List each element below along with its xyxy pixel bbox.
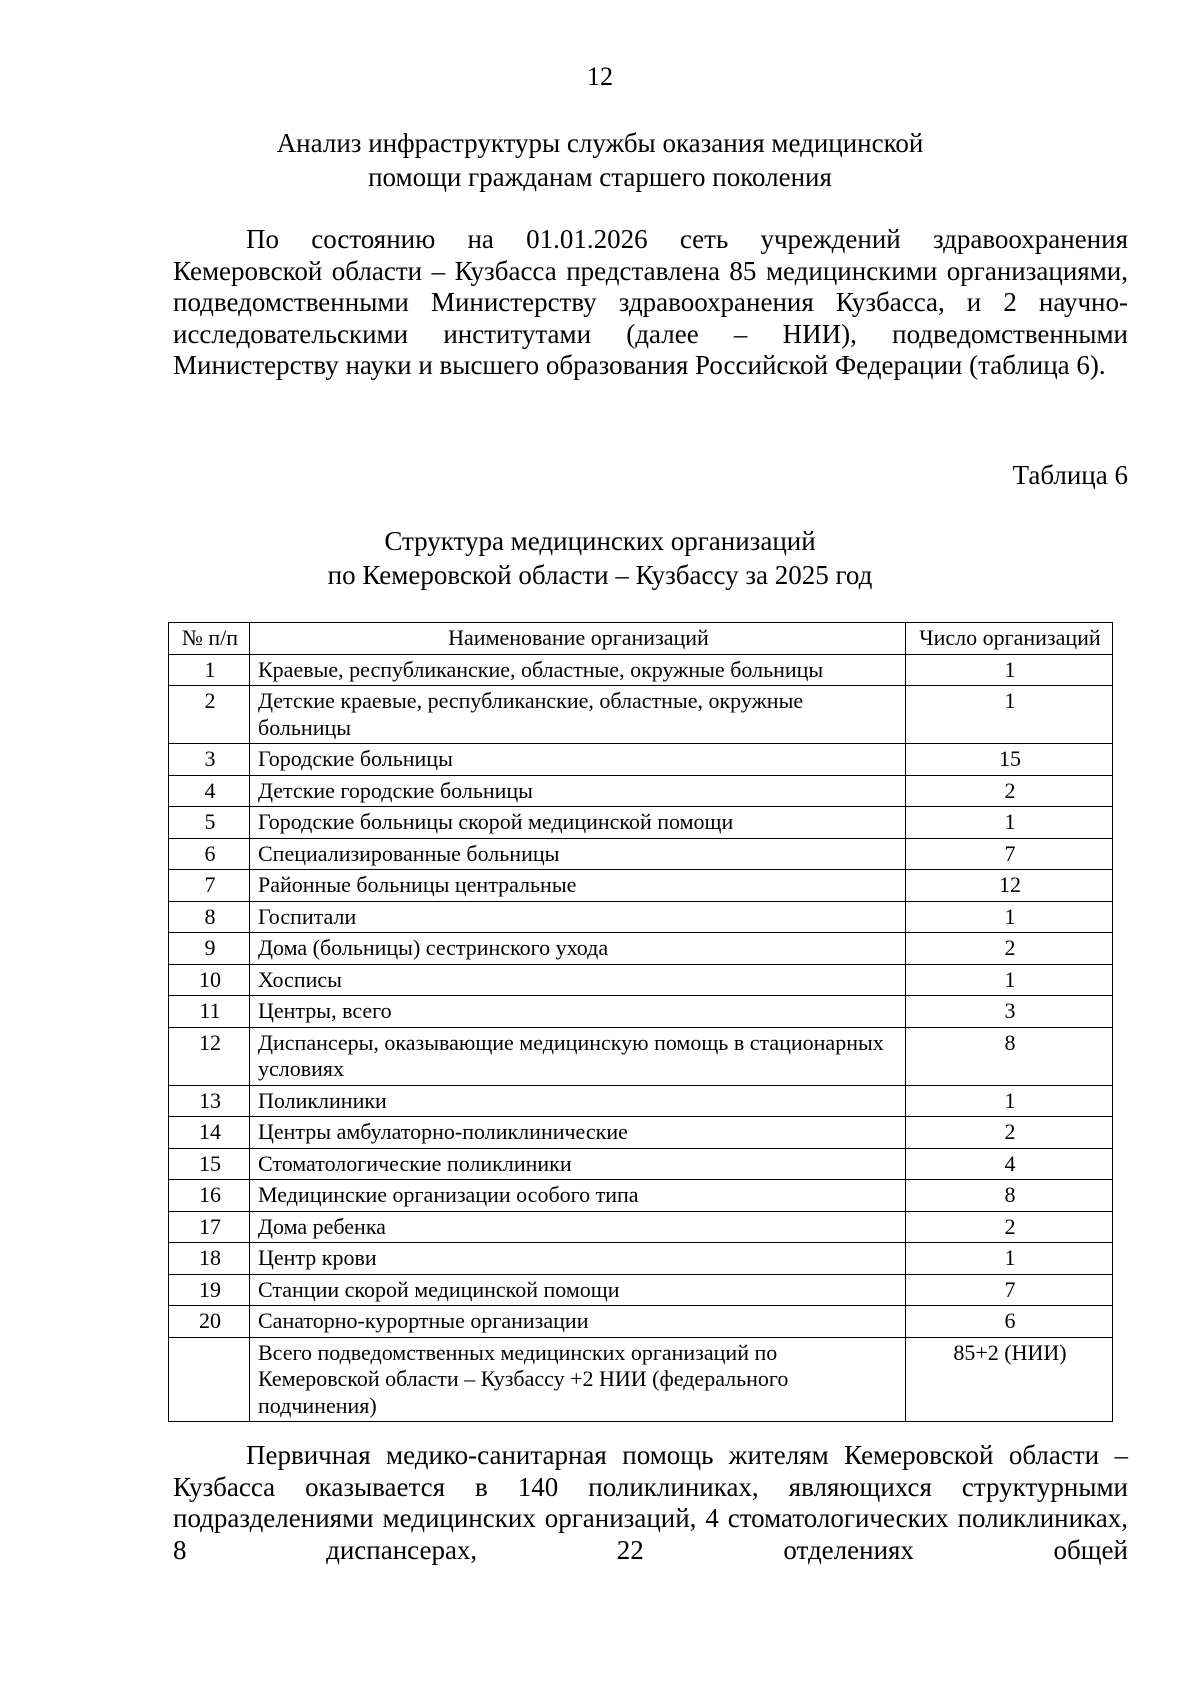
- row-name: Центр крови: [250, 1243, 906, 1275]
- row-name: Центры амбулаторно-поликлинические: [250, 1117, 906, 1149]
- row-count: 1: [906, 686, 1113, 744]
- row-name: Дома ребенка: [250, 1211, 906, 1243]
- row-number: 17: [169, 1211, 250, 1243]
- header-num: № п/п: [169, 623, 250, 655]
- table-body: [169, 654, 1113, 1422]
- row-number: 7: [169, 870, 250, 902]
- row-number: 5: [169, 807, 250, 839]
- row-name: Станции скорой медицинской помощи: [250, 1274, 906, 1306]
- table-row: [169, 901, 1113, 933]
- header-name: Наименование организаций: [250, 623, 906, 655]
- table-row: [169, 686, 1113, 744]
- intro-paragraph: [173, 224, 1128, 382]
- row-number: 6: [169, 838, 250, 870]
- row-count: 6: [906, 1306, 1113, 1338]
- row-number: 13: [169, 1085, 250, 1117]
- table-row: [169, 1243, 1113, 1275]
- row-name: Дома (больницы) сестринского ухода: [250, 933, 906, 965]
- row-number: 16: [169, 1180, 250, 1212]
- row-name: Детские краевые, республиканские, областные, окружные больницы: [250, 686, 906, 744]
- row-number: 15: [169, 1148, 250, 1180]
- table-row: [169, 654, 1113, 686]
- row-name: Городские больницы скорой медицинской помощи: [250, 807, 906, 839]
- table-caption: [0, 524, 1200, 592]
- row-number: 2: [169, 686, 250, 744]
- section-title-line-2: помощи гражданам старшего поколения: [368, 162, 832, 192]
- table-row: [169, 807, 1113, 839]
- row-count: 2: [906, 1211, 1113, 1243]
- table-row: [169, 870, 1113, 902]
- row-number: 9: [169, 933, 250, 965]
- row-number: 3: [169, 744, 250, 776]
- outro-paragraph: [173, 1440, 1128, 1566]
- table-row: [169, 1274, 1113, 1306]
- table-row: [169, 933, 1113, 965]
- row-count: 7: [906, 838, 1113, 870]
- row-count: 1: [906, 964, 1113, 996]
- row-name: Диспансеры, оказывающие медицинскую помощь в стационарных условиях: [250, 1027, 906, 1085]
- table-header-row: [169, 623, 1113, 655]
- organizations-table: [168, 622, 1113, 1422]
- row-count: 3: [906, 996, 1113, 1028]
- row-number: 10: [169, 964, 250, 996]
- row-name: Медицинские организации особого типа: [250, 1180, 906, 1212]
- page-number: 12: [587, 62, 613, 91]
- row-name: Хосписы: [250, 964, 906, 996]
- row-number: 20: [169, 1306, 250, 1338]
- section-title: [0, 126, 1200, 194]
- table-row: [169, 1211, 1113, 1243]
- table-caption-line-2: по Кемеровской области – Кузбассу за 2025 год: [327, 560, 873, 590]
- row-count: 2: [906, 775, 1113, 807]
- row-count: 1: [906, 807, 1113, 839]
- intro-paragraph-text: По состоянию на 01.01.2026 сеть учреждений здравоохранения Кемеровской области – Кузбасса представлена 85 медицинскими организациями, подведомственными Министерству здравоохранения Кузбасса, и 2 научно-исследовательскими институтами (далее – НИИ), подведомственными Министерству науки и высшего образования Российской Федерации (таблица 6).: [173, 224, 1128, 380]
- row-count: 7: [906, 1274, 1113, 1306]
- row-number: 14: [169, 1117, 250, 1149]
- row-count: 2: [906, 933, 1113, 965]
- row-name: Детские городские больницы: [250, 775, 906, 807]
- row-count: 12: [906, 870, 1113, 902]
- table-row: [169, 775, 1113, 807]
- row-count: 8: [906, 1180, 1113, 1212]
- table-caption-line-1: Структура медицинских организаций: [384, 526, 816, 556]
- row-name: Поликлиники: [250, 1085, 906, 1117]
- table-row: [169, 964, 1113, 996]
- outro-paragraph-text: Первичная медико-санитарная помощь жителям Кемеровской области – Кузбасса оказывается в 140 поликлиниках, являющихся структурными подразделениями медицинских организаций, 4 стоматологических поликлиниках, 8 диспансерах, 22 отделениях общей: [173, 1440, 1128, 1565]
- row-name: Краевые, республиканские, областные, окружные больницы: [250, 654, 906, 686]
- table-row: [169, 1117, 1113, 1149]
- row-number: 4: [169, 775, 250, 807]
- section-title-line-1: Анализ инфраструктуры службы оказания медицинской: [276, 128, 924, 158]
- total-count: 85+2 (НИИ): [906, 1337, 1113, 1422]
- row-count: 8: [906, 1027, 1113, 1085]
- row-count: 2: [906, 1117, 1113, 1149]
- row-name: Стоматологические поликлиники: [250, 1148, 906, 1180]
- table-row: [169, 1180, 1113, 1212]
- row-number: 1: [169, 654, 250, 686]
- total-name: Всего подведомственных медицинских организаций по Кемеровской области – Кузбассу +2 НИИ (федерального подчинения): [250, 1337, 906, 1422]
- row-count: 4: [906, 1148, 1113, 1180]
- row-count: 1: [906, 1085, 1113, 1117]
- row-count: 15: [906, 744, 1113, 776]
- table-row: [169, 1085, 1113, 1117]
- table-total-row: [169, 1337, 1113, 1422]
- table-row: [169, 1148, 1113, 1180]
- table-row: [169, 1027, 1113, 1085]
- total-number: [169, 1337, 250, 1422]
- table-row: [169, 996, 1113, 1028]
- row-name: Госпитали: [250, 901, 906, 933]
- table-row: [169, 1306, 1113, 1338]
- row-number: 11: [169, 996, 250, 1028]
- row-name: Санаторно-курортные организации: [250, 1306, 906, 1338]
- row-number: 19: [169, 1274, 250, 1306]
- row-number: 12: [169, 1027, 250, 1085]
- row-name: Специализированные больницы: [250, 838, 906, 870]
- row-name: Городские больницы: [250, 744, 906, 776]
- row-name: Районные больницы центральные: [250, 870, 906, 902]
- table-row: [169, 838, 1113, 870]
- row-count: 1: [906, 654, 1113, 686]
- row-name: Центры, всего: [250, 996, 906, 1028]
- table-label: Таблица 6: [1012, 460, 1128, 490]
- row-number: 8: [169, 901, 250, 933]
- header-count: Число организаций: [906, 623, 1113, 655]
- row-count: 1: [906, 1243, 1113, 1275]
- row-number: 18: [169, 1243, 250, 1275]
- table-row: [169, 744, 1113, 776]
- row-count: 1: [906, 901, 1113, 933]
